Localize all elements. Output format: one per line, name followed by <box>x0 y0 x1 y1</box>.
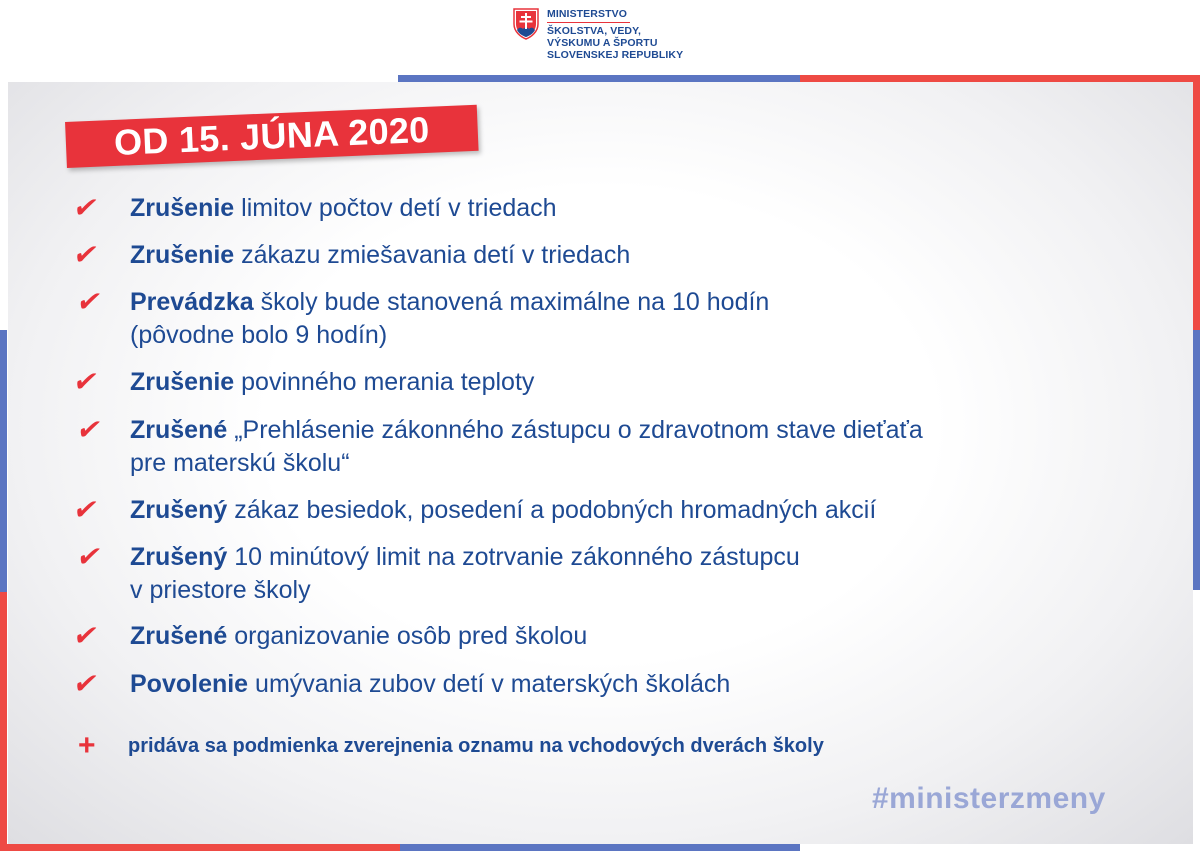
checkmark-icon: ✔ <box>74 414 105 445</box>
frame-bar-right-red <box>1193 75 1200 330</box>
list-item <box>70 366 535 399</box>
slovak-crest-icon <box>513 8 539 40</box>
checkmark-icon: ✔ <box>70 668 101 699</box>
item-bold: Zrušený <box>130 543 228 571</box>
item-bold: Povolenie <box>130 670 249 698</box>
item-text: školy bude stanovená maximálne na 10 hodín <box>253 288 770 316</box>
frame-bar-bottom-blue <box>400 844 800 851</box>
item-bold: Zrušené <box>130 416 228 444</box>
ministry-logo <box>513 8 683 61</box>
frame-bar-right-blue <box>1193 330 1200 590</box>
frame-bar-top-red <box>800 75 1200 82</box>
hashtag: #ministerzmeny <box>872 782 1106 815</box>
item-text: umývania zubov detí v materských školách <box>248 670 731 698</box>
ministry-line-2: ŠKOLSTVA, VEDY, <box>547 25 642 37</box>
list-item <box>70 192 557 225</box>
checkmark-icon: ✔ <box>70 494 101 525</box>
item-text: 10 minútový limit na zotrvanie zákonného zástupcu <box>227 543 800 571</box>
item-bold: Zrušenie <box>130 368 235 396</box>
list-item <box>74 286 769 352</box>
frame-bar-left-red <box>0 592 7 851</box>
list-item <box>70 668 731 701</box>
item-text-cont: (pôvodne bolo 9 hodín) <box>130 321 388 349</box>
list-item <box>70 239 631 272</box>
list-item <box>74 541 800 607</box>
checkmark-icon: ✔ <box>74 286 105 317</box>
checkmark-icon: ✔ <box>70 366 101 397</box>
item-bold: Prevádzka <box>130 288 254 316</box>
item-bold: Zrušenie <box>130 194 235 222</box>
item-text-cont: pre materskú školu“ <box>130 449 350 477</box>
list-item <box>74 414 923 480</box>
item-text: zákaz besiedok, posedení a podobných hromadných akcií <box>227 496 877 524</box>
item-text: povinného merania teploty <box>234 368 535 396</box>
plus-icon: + <box>78 729 96 762</box>
ministry-line-3: VÝSKUMU A ŠPORTU <box>547 37 658 49</box>
item-text: organizovanie osôb pred školou <box>227 622 588 650</box>
item-bold: Zrušené <box>130 622 228 650</box>
checkmark-icon: ✔ <box>70 192 101 223</box>
additional-condition <box>78 729 824 762</box>
frame-bar-bottom-red <box>0 844 400 851</box>
frame-bar-top-blue <box>398 75 800 82</box>
checkmark-icon: ✔ <box>70 620 101 651</box>
date-title: OD 15. JÚNA 2020 <box>113 108 431 163</box>
ministry-name <box>547 8 683 61</box>
ministry-line-4: SLOVENSKEJ REPUBLIKY <box>547 49 684 61</box>
frame-bar-left-blue <box>0 330 7 592</box>
additional-condition-text: pridáva sa podmienka zverejnenia oznamu na vchodových dverách školy <box>128 734 824 757</box>
checkmark-icon: ✔ <box>70 239 101 270</box>
item-text: limitov počtov detí v triedach <box>234 194 557 222</box>
item-text: „Prehlásenie zákonného zástupcu o zdravotnom stave dieťaťa <box>227 416 923 444</box>
item-text-cont: v priestore školy <box>130 576 311 604</box>
list-item <box>70 620 588 653</box>
list-item <box>70 494 877 527</box>
checkmark-icon: ✔ <box>74 541 105 572</box>
item-text: zákazu zmiešavania detí v triedach <box>234 241 631 269</box>
item-bold: Zrušenie <box>130 241 235 269</box>
item-bold: Zrušený <box>130 496 228 524</box>
ministry-line-1: MINISTERSTVO <box>547 8 630 23</box>
